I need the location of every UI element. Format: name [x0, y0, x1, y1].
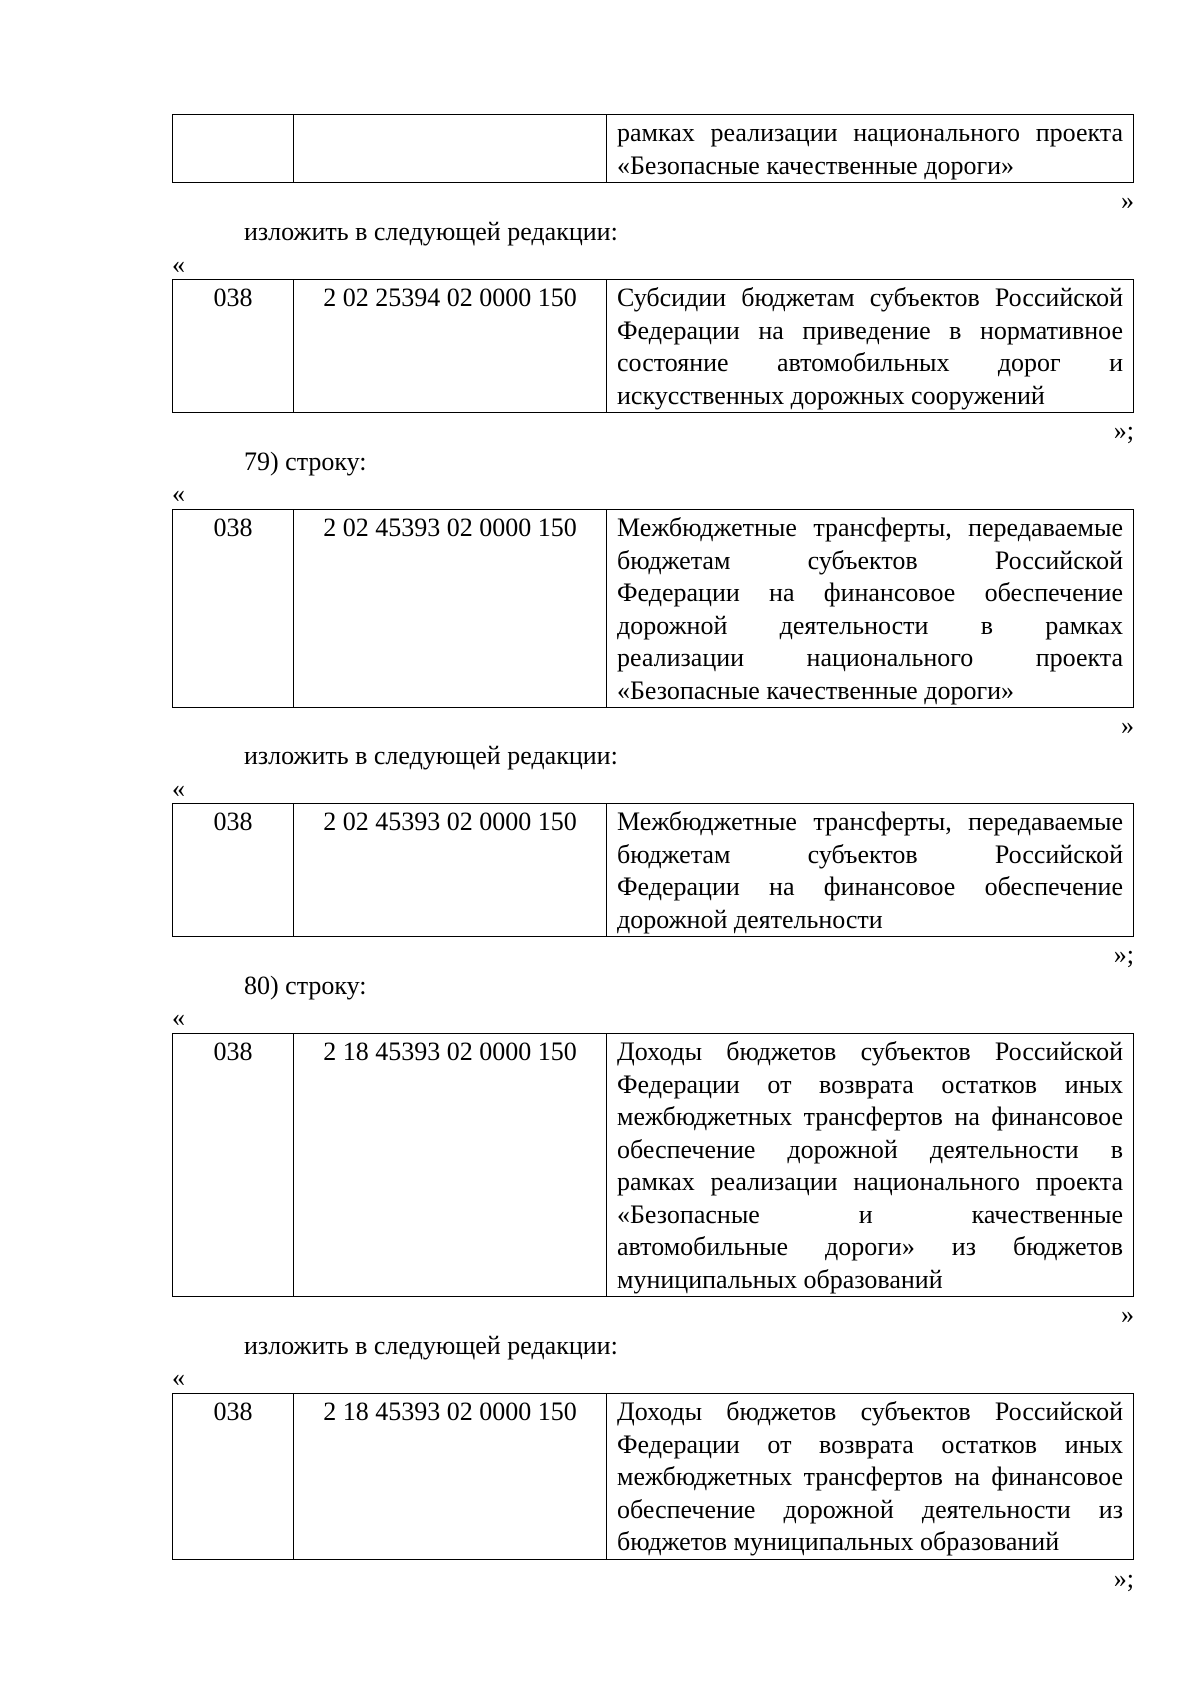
- description-line: рамках реализации национального проекта: [617, 118, 1123, 147]
- closing-quote: »;: [1113, 1564, 1134, 1593]
- table-row: [173, 115, 1134, 183]
- opening-quote: «: [172, 774, 185, 803]
- description-cell: [607, 280, 1134, 413]
- description-cell: [607, 1034, 1134, 1297]
- description-line: реализации национального проекта: [617, 643, 1123, 672]
- table-row-2: [172, 509, 1134, 708]
- code-cell: 038: [173, 804, 294, 937]
- closing-quote: »: [1121, 1300, 1134, 1329]
- description-line: Федерации на финансовое обеспечение: [617, 578, 1123, 607]
- item-number-79: 79) строку:: [244, 447, 367, 476]
- description-line: Субсидии бюджетам субъектов Российской: [617, 283, 1123, 312]
- description-line: Федерации на приведение в нормативное: [617, 315, 1123, 345]
- table-row: [173, 280, 1134, 413]
- description-cell: [607, 1394, 1134, 1560]
- code-cell: 038: [173, 1034, 294, 1297]
- table-fragment-top: [172, 114, 1134, 183]
- closing-quote: »;: [1113, 416, 1134, 445]
- table-row: [173, 510, 1134, 708]
- table-row-5: [172, 1393, 1134, 1560]
- description-line: искусственных дорожных сооружений: [617, 380, 1045, 410]
- description-line: Федерации на финансовое обеспечение: [617, 872, 1123, 901]
- description-line: дорожной деятельности в рамках: [617, 610, 1123, 640]
- opening-quote: «: [172, 250, 185, 279]
- kbk-cell: 2 02 45393 02 0000 150: [294, 804, 607, 937]
- table-row-4: [172, 1033, 1134, 1297]
- description-cell: [607, 510, 1134, 708]
- instruction-text: изложить в следующей редакции:: [244, 1331, 618, 1360]
- description-line: автомобильные дороги» из бюджетов: [617, 1232, 1123, 1261]
- kbk-cell: 2 18 45393 02 0000 150: [294, 1394, 607, 1560]
- description-line: обеспечение дорожной деятельности из: [617, 1494, 1123, 1524]
- kbk-cell: 2 02 45393 02 0000 150: [294, 510, 607, 708]
- table-row: [173, 804, 1134, 937]
- item-number-80: 80) строку:: [244, 971, 367, 1000]
- description-line: Доходы бюджетов субъектов Российской: [617, 1037, 1123, 1066]
- code-cell: 038: [173, 280, 294, 413]
- description-line: состояние автомобильных дорог и: [617, 348, 1123, 377]
- description-line: «Безопасные качественные дороги»: [617, 675, 1015, 705]
- opening-quote: «: [172, 1003, 185, 1032]
- description-line: дорожной деятельности: [617, 904, 883, 934]
- closing-quote: »;: [1113, 940, 1134, 969]
- description-line: «Безопасные качественные дороги»: [617, 150, 1015, 180]
- description-line: Доходы бюджетов субъектов Российской: [617, 1397, 1123, 1426]
- opening-quote: «: [172, 1363, 185, 1392]
- description-line: межбюджетных трансфертов на финансовое: [617, 1462, 1123, 1491]
- description-line: Межбюджетные трансферты, передаваемые: [617, 807, 1123, 836]
- description-line: рамках реализации национального проекта: [617, 1167, 1123, 1196]
- code-cell: [173, 115, 294, 183]
- description-line: бюджетов муниципальных образований: [617, 1527, 1060, 1556]
- table-row: [173, 1034, 1134, 1297]
- kbk-cell: 2 18 45393 02 0000 150: [294, 1034, 607, 1297]
- description-line: межбюджетных трансфертов на финансовое: [617, 1102, 1123, 1131]
- description-line: Межбюджетные трансферты, передаваемые: [617, 513, 1123, 542]
- closing-quote: »: [1121, 711, 1134, 740]
- kbk-cell: [294, 115, 607, 183]
- opening-quote: «: [172, 479, 185, 508]
- code-cell: 038: [173, 510, 294, 708]
- description-line: бюджетам субъектов Российской: [617, 545, 1123, 575]
- instruction-text: изложить в следующей редакции:: [244, 741, 618, 770]
- description-line: Федерации от возврата остатков иных: [617, 1429, 1123, 1459]
- description-cell: [607, 115, 1134, 183]
- description-cell: [607, 804, 1134, 937]
- kbk-cell: 2 02 25394 02 0000 150: [294, 280, 607, 413]
- description-line: муниципальных образований: [617, 1264, 943, 1294]
- description-line: «Безопасные и качественные: [617, 1199, 1123, 1229]
- code-cell: 038: [173, 1394, 294, 1560]
- table-row: [173, 1394, 1134, 1560]
- instruction-text: изложить в следующей редакции:: [244, 217, 618, 246]
- table-row-3: [172, 803, 1134, 937]
- table-row-1: [172, 279, 1134, 413]
- closing-quote: »: [1121, 186, 1134, 215]
- description-line: бюджетам субъектов Российской: [617, 839, 1123, 869]
- description-line: Федерации от возврата остатков иных: [617, 1069, 1123, 1099]
- description-line: обеспечение дорожной деятельности в: [617, 1134, 1123, 1164]
